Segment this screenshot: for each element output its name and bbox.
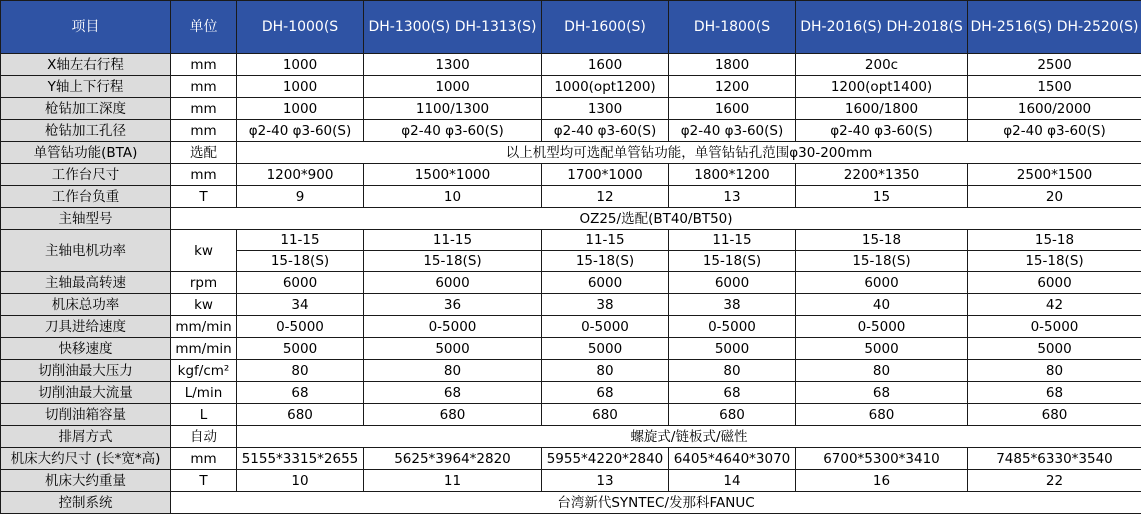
table-row — [1, 142, 1141, 164]
value-cell: 16 — [796, 470, 968, 492]
row-label: 刀具进给速度 — [1, 316, 171, 338]
value-cell: 22 — [968, 470, 1141, 492]
value-cell: φ2-40 φ3-60(S) — [237, 120, 364, 142]
value-cell: 5000 — [968, 338, 1141, 360]
value-cell: 38 — [542, 294, 669, 316]
row-unit: T — [171, 186, 237, 208]
row-label: 快移速度 — [1, 338, 171, 360]
table-row — [1, 98, 1141, 120]
row-label: 工作台负重 — [1, 186, 171, 208]
value-cell: 80 — [968, 360, 1141, 382]
value-cell: 68 — [669, 382, 796, 404]
value-cell: 1200 — [669, 76, 796, 98]
value-cell: 1300 — [364, 54, 542, 76]
header-model: DH-1800(S — [669, 1, 796, 54]
table-row — [1, 492, 1141, 514]
value-cell: 5000 — [364, 338, 542, 360]
row-unit: kw — [171, 230, 237, 272]
value-cell: 5000 — [237, 338, 364, 360]
value-cell: 80 — [237, 360, 364, 382]
row-label: 机床总功率 — [1, 294, 171, 316]
value-cell: 6000 — [796, 272, 968, 294]
merged-value-cell: 台湾新代SYNTEC/发那科FANUC — [171, 492, 1141, 514]
value-cell: 1000 — [364, 76, 542, 98]
value-cell: 7485*6330*3540 — [968, 448, 1141, 470]
value-cell: 1500 — [968, 76, 1141, 98]
table-row — [1, 404, 1141, 426]
value-cell: 15-18(S) — [968, 251, 1141, 272]
table-row — [1, 470, 1141, 492]
value-cell: 2500*1500 — [968, 164, 1141, 186]
table-row — [1, 360, 1141, 382]
row-label: 控制系统 — [1, 492, 171, 514]
value-cell: 11-15 — [542, 230, 669, 251]
value-cell: 68 — [364, 382, 542, 404]
value-cell: 80 — [364, 360, 542, 382]
table-row — [1, 448, 1141, 470]
value-cell: 15-18 — [968, 230, 1141, 251]
row-label: 枪钻加工孔径 — [1, 120, 171, 142]
value-cell: 680 — [542, 404, 669, 426]
value-cell: 1600 — [669, 98, 796, 120]
value-cell: 0-5000 — [237, 316, 364, 338]
value-cell: φ2-40 φ3-60(S) — [968, 120, 1141, 142]
value-cell: 34 — [237, 294, 364, 316]
value-cell: 10 — [237, 470, 364, 492]
value-cell: 1000 — [237, 98, 364, 120]
value-cell: 15-18 — [796, 230, 968, 251]
row-unit: L/min — [171, 382, 237, 404]
header-row — [1, 1, 1141, 54]
value-cell: 38 — [669, 294, 796, 316]
row-label: 枪钻加工深度 — [1, 98, 171, 120]
value-cell: 14 — [669, 470, 796, 492]
row-label: 切削油箱容量 — [1, 404, 171, 426]
row-unit: 选配 — [171, 142, 237, 164]
value-cell: φ2-40 φ3-60(S) — [796, 120, 968, 142]
value-cell: 15-18(S) — [669, 251, 796, 272]
value-cell: 80 — [542, 360, 669, 382]
value-cell: 1100/1300 — [364, 98, 542, 120]
value-cell: φ2-40 φ3-60(S) — [669, 120, 796, 142]
table-row — [1, 230, 1141, 251]
value-cell: 6000 — [542, 272, 669, 294]
header-item: 项目 — [1, 1, 171, 54]
value-cell: 680 — [364, 404, 542, 426]
table-row — [1, 208, 1141, 230]
value-cell: 680 — [796, 404, 968, 426]
row-label: 单管钻功能(BTA) — [1, 142, 171, 164]
value-cell: 5000 — [796, 338, 968, 360]
value-cell: 68 — [542, 382, 669, 404]
value-cell: 5625*3964*2820 — [364, 448, 542, 470]
value-cell: 42 — [968, 294, 1141, 316]
row-unit: mm — [171, 448, 237, 470]
value-cell: 11-15 — [669, 230, 796, 251]
row-unit: mm — [171, 120, 237, 142]
row-unit: kw — [171, 294, 237, 316]
value-cell: 20 — [968, 186, 1141, 208]
table-row — [1, 164, 1141, 186]
value-cell: 1600/1800 — [796, 98, 968, 120]
value-cell: 0-5000 — [796, 316, 968, 338]
value-cell: 5155*3315*2655 — [237, 448, 364, 470]
value-cell: 6000 — [237, 272, 364, 294]
value-cell: 1200(opt1400) — [796, 76, 968, 98]
value-cell: 1600 — [542, 54, 669, 76]
header-model: DH-2516(S) DH-2520(S) — [968, 1, 1141, 54]
row-unit: T — [171, 470, 237, 492]
value-cell: 0-5000 — [968, 316, 1141, 338]
value-cell: 2500 — [968, 54, 1141, 76]
value-cell: 0-5000 — [669, 316, 796, 338]
value-cell: 1700*1000 — [542, 164, 669, 186]
merged-value-cell: 螺旋式/链板式/磁性 — [237, 426, 1141, 448]
table-row — [1, 338, 1141, 360]
table-row — [1, 54, 1141, 76]
value-cell: φ2-40 φ3-60(S) — [364, 120, 542, 142]
row-label: 主轴电机功率 — [1, 230, 171, 272]
value-cell: 15-18(S) — [796, 251, 968, 272]
value-cell: 80 — [669, 360, 796, 382]
row-label: Y轴上下行程 — [1, 76, 171, 98]
row-unit: mm — [171, 76, 237, 98]
value-cell: 2200*1350 — [796, 164, 968, 186]
value-cell: 1800*1200 — [669, 164, 796, 186]
row-label: 工作台尺寸 — [1, 164, 171, 186]
header-model: DH-2016(S) DH-2018(S — [796, 1, 968, 54]
value-cell: 15-18(S) — [364, 251, 542, 272]
value-cell: φ2-40 φ3-60(S) — [542, 120, 669, 142]
row-label: 主轴型号 — [1, 208, 171, 230]
value-cell: 9 — [237, 186, 364, 208]
value-cell: 6000 — [364, 272, 542, 294]
value-cell: 80 — [796, 360, 968, 382]
value-cell: 11 — [364, 470, 542, 492]
row-label: 机床大约尺寸 (长*宽*高) — [1, 448, 171, 470]
value-cell: 1600/2000 — [968, 98, 1141, 120]
value-cell: 6405*4640*3070 — [669, 448, 796, 470]
value-cell: 0-5000 — [364, 316, 542, 338]
value-cell: 6000 — [669, 272, 796, 294]
row-label: 切削油最大流量 — [1, 382, 171, 404]
value-cell: 12 — [542, 186, 669, 208]
value-cell: 1800 — [669, 54, 796, 76]
value-cell: 1300 — [542, 98, 669, 120]
value-cell: 5955*4220*2840 — [542, 448, 669, 470]
header-model: DH-1600(S) — [542, 1, 669, 54]
header-unit: 单位 — [171, 1, 237, 54]
value-cell: 680 — [669, 404, 796, 426]
value-cell: 1200*900 — [237, 164, 364, 186]
row-label: 切削油最大压力 — [1, 360, 171, 382]
row-unit: mm/min — [171, 338, 237, 360]
spec-table-body — [1, 1, 1141, 514]
value-cell: 10 — [364, 186, 542, 208]
value-cell: 1000 — [237, 54, 364, 76]
value-cell: 68 — [968, 382, 1141, 404]
value-cell: 5000 — [669, 338, 796, 360]
value-cell: 68 — [796, 382, 968, 404]
row-label: X轴左右行程 — [1, 54, 171, 76]
row-unit: rpm — [171, 272, 237, 294]
value-cell: 1000 — [237, 76, 364, 98]
value-cell: 15-18(S) — [237, 251, 364, 272]
merged-value-cell: OZ25/选配(BT40/BT50) — [171, 208, 1141, 230]
value-cell: 1000(opt1200) — [542, 76, 669, 98]
table-row — [1, 120, 1141, 142]
row-unit: mm — [171, 98, 237, 120]
table-row — [1, 316, 1141, 338]
value-cell: 5000 — [542, 338, 669, 360]
row-unit: mm — [171, 164, 237, 186]
row-unit: mm/min — [171, 316, 237, 338]
row-unit: L — [171, 404, 237, 426]
header-model: DH-1300(S) DH-1313(S) — [364, 1, 542, 54]
value-cell: 36 — [364, 294, 542, 316]
table-row — [1, 186, 1141, 208]
value-cell: 13 — [542, 470, 669, 492]
value-cell: 11-15 — [237, 230, 364, 251]
table-row — [1, 272, 1141, 294]
table-row — [1, 294, 1141, 316]
value-cell: 68 — [237, 382, 364, 404]
value-cell: 11-15 — [364, 230, 542, 251]
row-label: 主轴最高转速 — [1, 272, 171, 294]
value-cell: 40 — [796, 294, 968, 316]
value-cell: 200c — [796, 54, 968, 76]
value-cell: 6700*5300*3410 — [796, 448, 968, 470]
table-row — [1, 382, 1141, 404]
value-cell: 15-18(S) — [542, 251, 669, 272]
header-model: DH-1000(S — [237, 1, 364, 54]
value-cell: 6000 — [968, 272, 1141, 294]
table-row — [1, 426, 1141, 448]
merged-value-cell: 以上机型均可选配单管钻功能，单管钻钻孔范围φ30-200mm — [237, 142, 1141, 164]
row-label: 排屑方式 — [1, 426, 171, 448]
row-label: 机床大约重量 — [1, 470, 171, 492]
value-cell: 15 — [796, 186, 968, 208]
row-unit: mm — [171, 54, 237, 76]
value-cell: 0-5000 — [542, 316, 669, 338]
value-cell: 680 — [968, 404, 1141, 426]
value-cell: 1500*1000 — [364, 164, 542, 186]
table-row — [1, 76, 1141, 98]
row-unit: 自动 — [171, 426, 237, 448]
value-cell: 680 — [237, 404, 364, 426]
row-unit: kgf/cm² — [171, 360, 237, 382]
value-cell: 13 — [669, 186, 796, 208]
